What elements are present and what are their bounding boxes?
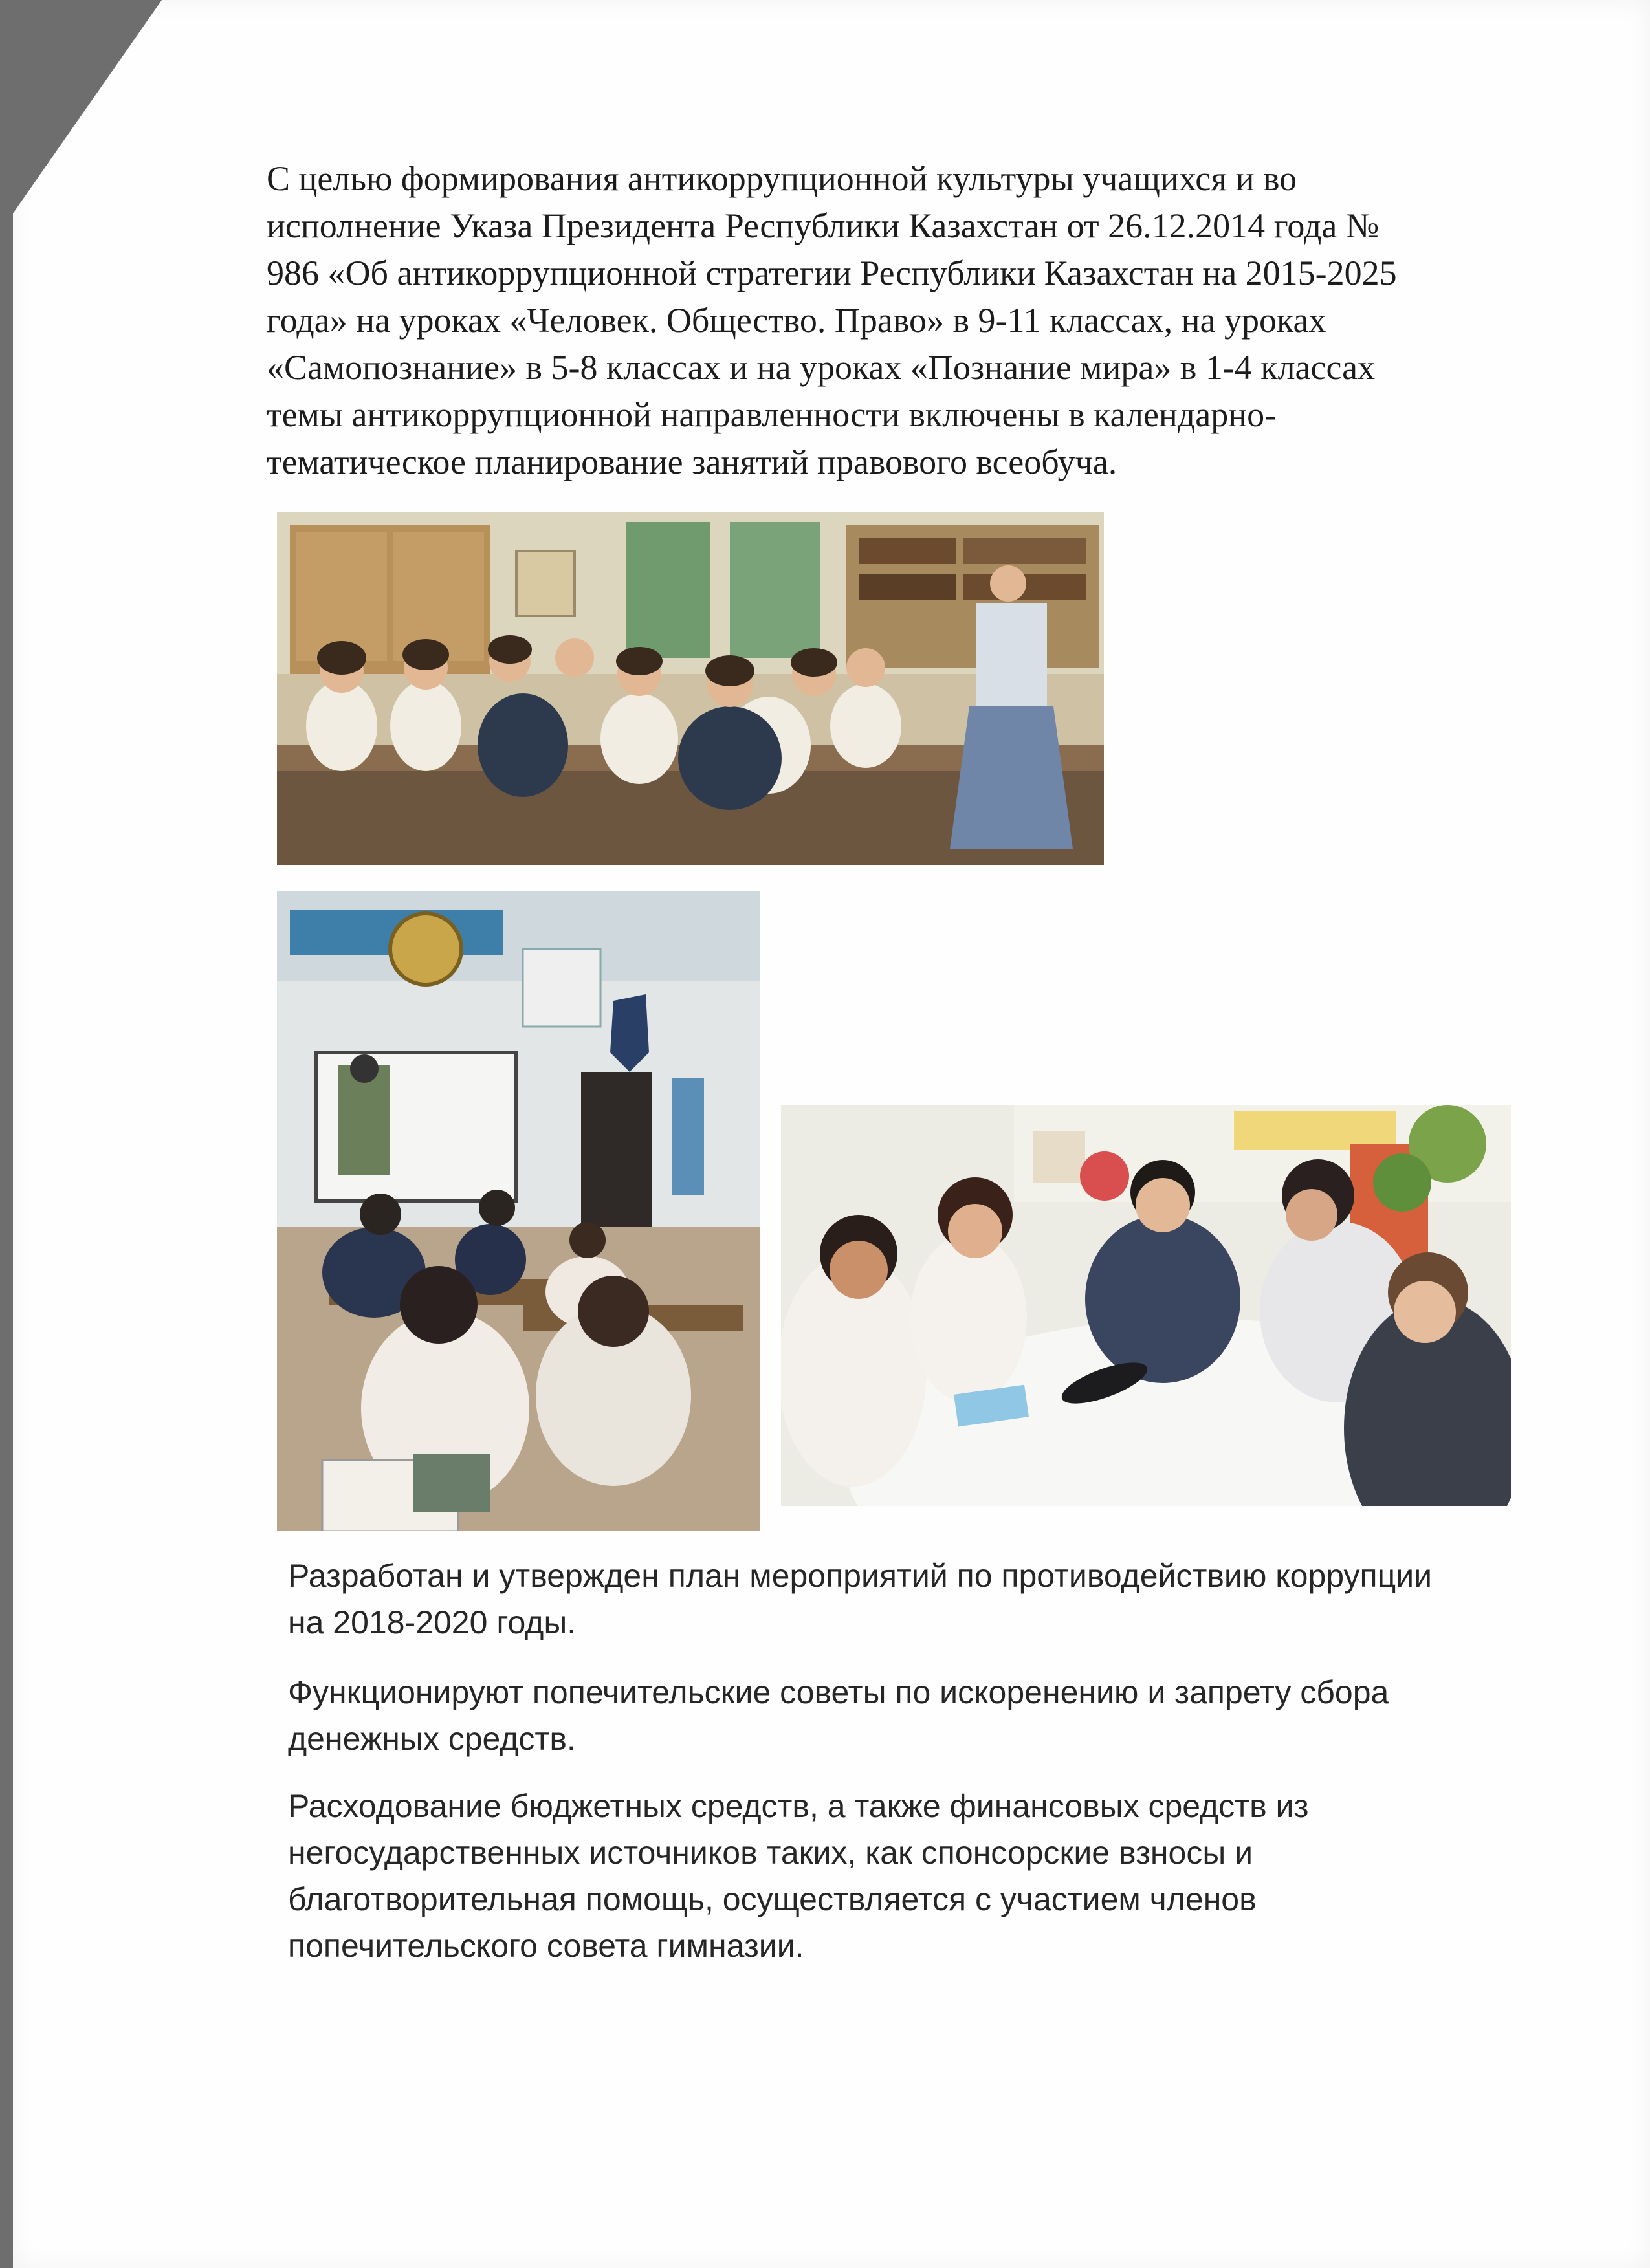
intro-paragraph: С целью формирования антикоррупционной культуры учащихся и во исполнение Указа Президента Республики Казахстан от 26.12.2014 года № 986 «Об антикоррупционной стратегии Республики Казахстан на 2015-2025 года» на уроках «Человек. Общество. Право» в 9-11 классах, на уроках «Самопознание» в 5-8 классах и на уроках «Познание мира» в 1-4 классах темы антикоррупционной направленности включены в календарно- тематическое планирование занятий правового всеобуча. bbox=[267, 159, 1397, 481]
plan-paragraph: Разработан и утвержден план мероприятий по противодействию коррупции на 2018-2020 годы. bbox=[288, 1558, 1433, 1641]
budget-paragraph: Расходование бюджетных средств, а также финансовых средств из негосударственных источников таких, как спонсорские взносы и благотворительная помощь, осуществляется с участием членов попечительского совета гимназии. bbox=[288, 1788, 1309, 1964]
interactive-board-lesson-photo bbox=[277, 891, 760, 1531]
classroom-lecture-photo bbox=[277, 512, 1104, 865]
councils-paragraph: Функционируют попечительские советы по искоренению и запрету сбора денежных средств. bbox=[288, 1674, 1389, 1757]
round-table-discussion-photo bbox=[781, 1105, 1511, 1506]
